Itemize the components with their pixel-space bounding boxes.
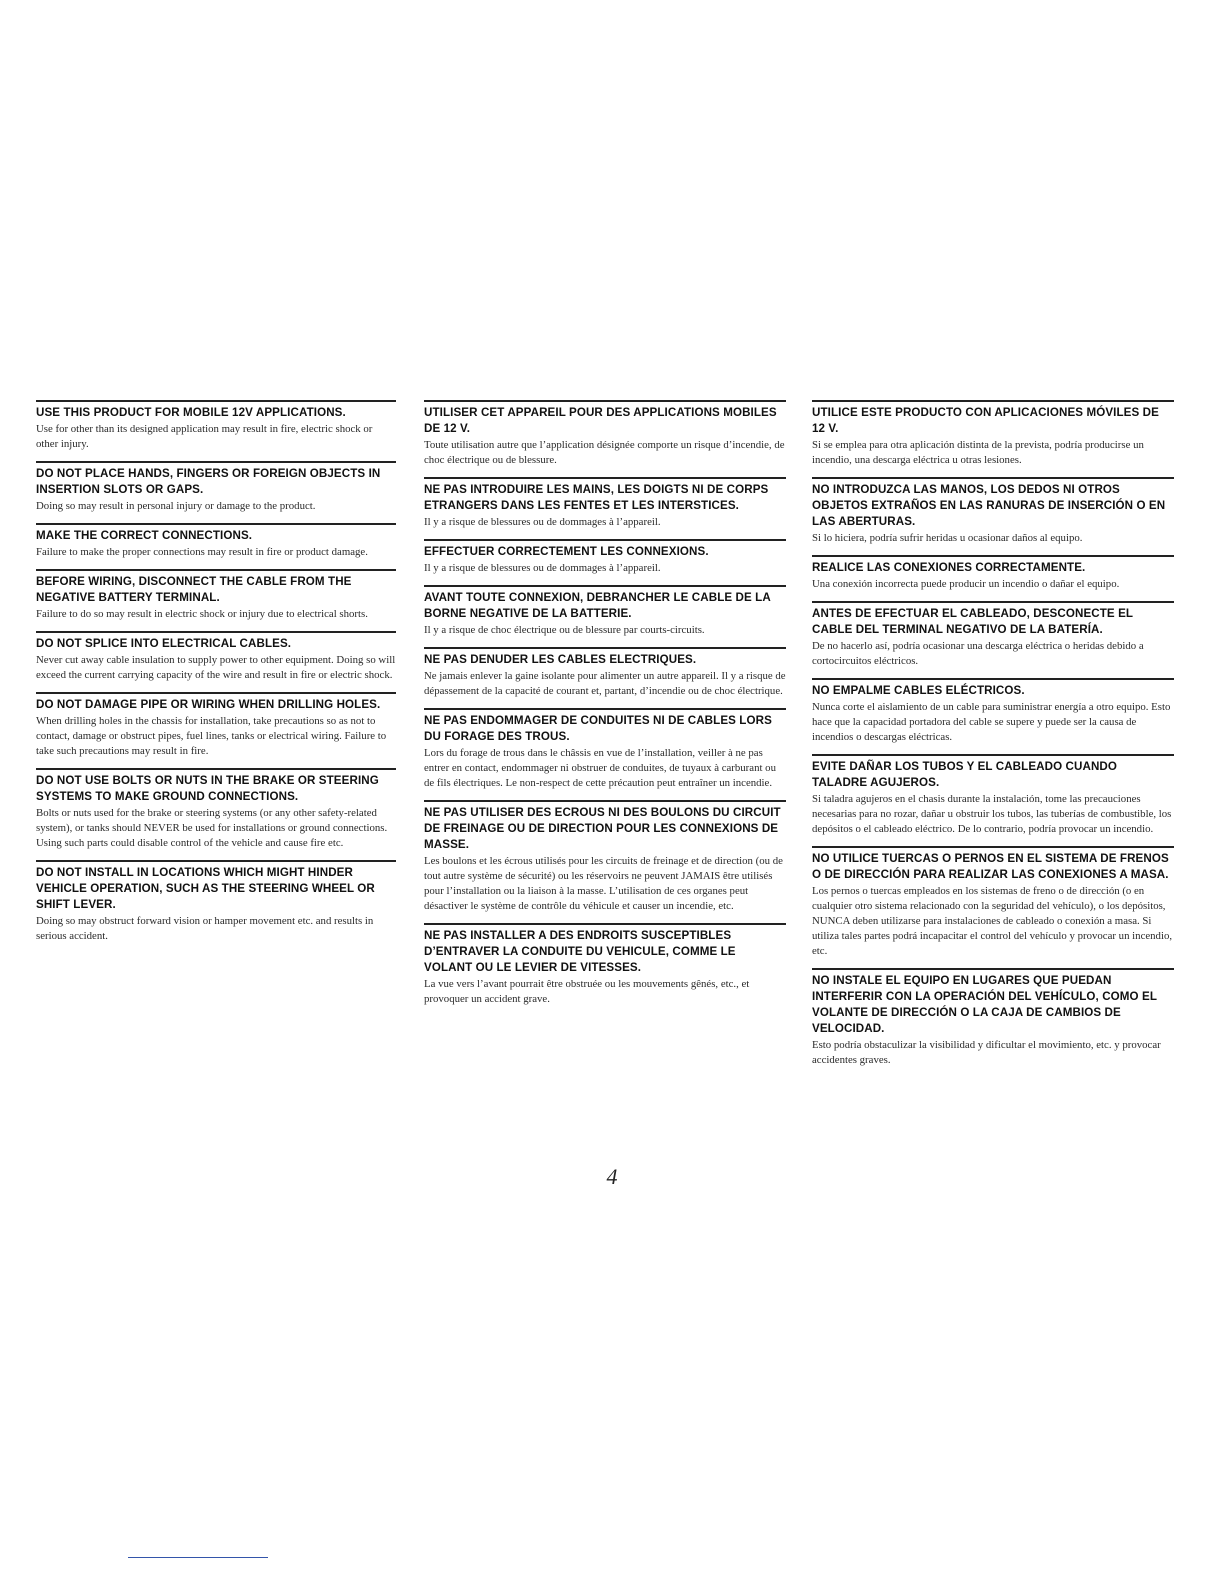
warning-body: Una conexión incorrecta puede producir un incendio o dañar el equipo.	[812, 578, 1120, 590]
warning-heading: NE PAS INSTALLER A DES ENDROITS SUSCEPTIBLES D’ENTRAVER LA CONDUITE DU VEHICULE, COMME LE VOLANT OU LE LEVIER DE VITESSES.	[424, 929, 736, 974]
warning-body: Never cut away cable insulation to supply power to other equipment. Doing so will exceed the current carrying capacity of the wire and result in fire or electric shock.	[36, 654, 396, 681]
warning-body: Il y a risque de blessures ou de dommages à l’appareil.	[424, 516, 661, 528]
warning-section	[36, 860, 396, 944]
warning-heading: NO INSTALE EL EQUIPO EN LUGARES QUE PUEDAN INTERFERIR CON LA OPERACIÓN DEL VEHÍCULO, COMO EL VOLANTE DE DIRECCIÓN O LA CAJA DE CAMBIOS DE VELOCIDAD.	[812, 974, 1157, 1035]
warning-body: Lors du forage de trous dans le châssis en vue de l’installation, veiller à ne pas entrer en contact, endommager ni obstruer de conduites, de tuyaux à carburant ou de fils électriques. Le non-respect de cette précaution peut entraîner un incendie.	[424, 747, 776, 789]
warning-body: Failure to make the proper connections may result in fire or product damage.	[36, 546, 368, 558]
warning-heading: ANTES DE EFECTUAR EL CABLEADO, DESCONECTE EL CABLE DEL TERMINAL NEGATIVO DE LA BATERÍA.	[812, 607, 1133, 636]
warning-section	[424, 585, 786, 638]
warning-body: Si taladra agujeros en el chasis durante la instalación, tome las precauciones necesarias para no rozar, dañar u obstruir los tubos, las tuberías de combustible, los depósitos o el cableado eléctrico. De lo contrario, podría provocar un incendio.	[812, 793, 1172, 835]
warning-heading: MAKE THE CORRECT CONNECTIONS.	[36, 529, 253, 542]
warning-section	[424, 400, 786, 468]
column-english	[36, 400, 396, 953]
warning-heading: NO EMPALME CABLES ELÉCTRICOS.	[812, 684, 1025, 697]
warning-section	[812, 846, 1174, 959]
warning-section	[424, 647, 786, 699]
warning-body: Esto podría obstaculizar la visibilidad y dificultar el movimiento, etc. y provocar accidentes graves.	[812, 1039, 1161, 1066]
warning-heading: REALICE LAS CONEXIONES CORRECTAMENTE.	[812, 561, 1086, 574]
warning-section	[812, 477, 1174, 546]
warning-heading: AVANT TOUTE CONNEXION, DEBRANCHER LE CABLE DE LA BORNE NEGATIVE DE LA BATTERIE.	[424, 591, 771, 620]
warning-section	[812, 968, 1174, 1068]
warning-heading: DO NOT PLACE HANDS, FINGERS OR FOREIGN OBJECTS IN INSERTION SLOTS OR GAPS.	[36, 467, 381, 496]
warning-heading: USE THIS PRODUCT FOR MOBILE 12V APPLICATIONS.	[36, 406, 346, 419]
warning-body: Si se emplea para otra aplicación distinta de la prevista, podría producirse un incendio, una descarga eléctrica u otras lesiones.	[812, 439, 1144, 466]
warning-heading: DO NOT DAMAGE PIPE OR WIRING WHEN DRILLING HOLES.	[36, 698, 381, 711]
warning-body: Il y a risque de choc électrique ou de blessure par courts-circuits.	[424, 624, 705, 636]
warning-body: Ne jamais enlever la gaine isolante pour alimenter un autre appareil. Il y a risque de dépassement de la capacité de courant et, partant, d’incendie ou de choc électrique.	[424, 670, 786, 697]
column-french	[424, 400, 786, 1016]
warning-section	[36, 461, 396, 514]
warning-heading: UTILISER CET APPAREIL POUR DES APPLICATIONS MOBILES DE 12 V.	[424, 406, 777, 435]
warning-heading: NO UTILICE TUERCAS O PERNOS EN EL SISTEMA DE FRENOS O DE DIRECCIÓN PARA REALIZAR LAS CONEXIONES A MASA.	[812, 852, 1169, 881]
warning-section	[812, 601, 1174, 669]
warning-section	[424, 708, 786, 791]
warning-heading: NE PAS INTRODUIRE LES MAINS, LES DOIGTS NI DE CORPS ETRANGERS DANS LES FENTES ET LES INTERSTICES.	[424, 483, 769, 512]
warning-heading: DO NOT USE BOLTS OR NUTS IN THE BRAKE OR STEERING SYSTEMS TO MAKE GROUND CONNECTIONS.	[36, 774, 379, 803]
warning-body: Il y a risque de blessures ou de dommages à l’appareil.	[424, 562, 661, 574]
warning-section	[424, 800, 786, 914]
warning-section	[424, 539, 786, 576]
warning-section	[812, 754, 1174, 837]
warning-heading: NE PAS ENDOMMAGER DE CONDUITES NI DE CABLES LORS DU FORAGE DES TROUS.	[424, 714, 772, 743]
warning-section	[36, 768, 396, 851]
warning-section	[812, 555, 1174, 592]
warning-section	[36, 400, 396, 452]
warning-section	[424, 477, 786, 530]
warning-section	[812, 400, 1174, 468]
warning-heading: UTILICE ESTE PRODUCTO CON APLICACIONES MÓVILES DE 12 V.	[812, 406, 1159, 435]
warning-body: When drilling holes in the chassis for installation, take precautions so as not to contact, damage or obstruct pipes, fuel lines, tanks or electrical wiring. Failure to take such precautions may result in fire.	[36, 715, 387, 757]
warning-section	[36, 631, 396, 683]
warning-body: Use for other than its designed application may result in fire, electric shock or other injury.	[36, 423, 373, 450]
warning-body: Los pernos o tuercas empleados en los sistemas de freno o de dirección (o en cualquier otro sistema relacionado con la seguridad del vehículo), o los depósitos, NUNCA deben utilizarse para instalaciones de cableado o conexión a masa. Si utiliza tales partes podrá incapacitar el control del vehículo y provocar un incendio, etc.	[812, 885, 1173, 957]
warning-section	[36, 692, 396, 759]
warning-body: La vue vers l’avant pourrait être obstruée ou les mouvements gênés, etc., et provoquer un accident grave.	[424, 978, 750, 1005]
warning-body: Les boulons et les écrous utilisés pour les circuits de freinage et de direction (ou de tout autre système de sécurité) ou les réservoirs ne peuvent JAMAIS être utilisés pour l’installation ou la liaison à la masse. L’utilisation de ces organes peut désactiver le système de contrôle du véhicule et causer un incendie, etc.	[424, 855, 783, 912]
warning-section	[812, 678, 1174, 745]
warning-heading: EVITE DAÑAR LOS TUBOS Y EL CABLEADO CUANDO TALADRE AGUJEROS.	[812, 760, 1118, 789]
footnote-rule	[128, 1557, 268, 1558]
warning-heading: NE PAS DENUDER LES CABLES ELECTRIQUES.	[424, 653, 697, 666]
warning-heading: NE PAS UTILISER DES ECROUS NI DES BOULONS DU CIRCUIT DE FREINAGE OU DE DIRECTION POUR LES CONNEXIONS DE MASSE.	[424, 806, 781, 851]
warning-body: Doing so may obstruct forward vision or hamper movement etc. and results in serious accident.	[36, 915, 374, 942]
warning-body: Doing so may result in personal injury or damage to the product.	[36, 500, 316, 512]
warning-body: Toute utilisation autre que l’application désignée comporte un risque d’incendie, de choc électrique ou de blessure.	[424, 439, 785, 466]
warning-heading: DO NOT SPLICE INTO ELECTRICAL CABLES.	[36, 637, 292, 650]
warning-heading: BEFORE WIRING, DISCONNECT THE CABLE FROM THE NEGATIVE BATTERY TERMINAL.	[36, 575, 352, 604]
warning-heading: DO NOT INSTALL IN LOCATIONS WHICH MIGHT HINDER VEHICLE OPERATION, SUCH AS THE STEERING WHEEL OR SHIFT LEVER.	[36, 866, 375, 911]
warning-section	[36, 569, 396, 622]
column-spanish	[812, 400, 1174, 1077]
page-number: 4	[606, 1164, 618, 1189]
warning-section	[36, 523, 396, 560]
warning-heading: NO INTRODUZCA LAS MANOS, LOS DEDOS NI OTROS OBJETOS EXTRAÑOS EN LAS RANURAS DE INSERCIÓN O EN LAS ABERTURAS.	[812, 483, 1166, 528]
warning-body: Failure to do so may result in electric shock or injury due to electrical shorts.	[36, 608, 368, 620]
warning-heading: EFFECTUER CORRECTEMENT LES CONNEXIONS.	[424, 545, 709, 558]
warning-body: Nunca corte el aislamiento de un cable para suministrar energía a otro equipo. Esto hace que la capacidad portadora del cable se supere y puede ser la causa de incendios o descargas eléctricas.	[812, 701, 1171, 743]
warning-body: Si lo hiciera, podría sufrir heridas u ocasionar daños al equipo.	[812, 532, 1083, 544]
warning-section	[424, 923, 786, 1007]
warning-body: Bolts or nuts used for the brake or steering systems (or any other safety-related system), or tanks should NEVER be used for installations or ground connections. Using such parts could disable control of the vehicle and cause fire etc.	[36, 807, 388, 849]
warning-body: De no hacerlo así, podría ocasionar una descarga eléctrica o heridas debido a cortocircuitos eléctricos.	[812, 640, 1144, 667]
